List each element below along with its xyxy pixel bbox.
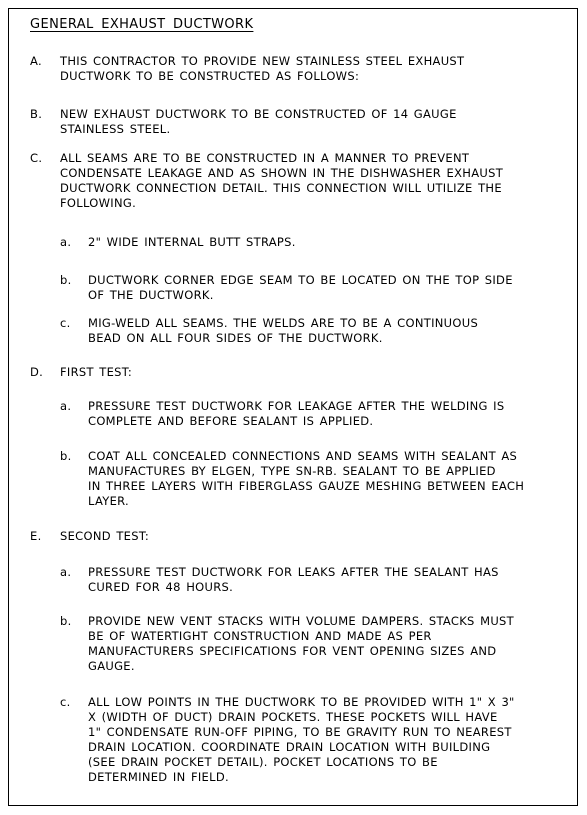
note-text bbox=[60, 365, 540, 380]
note-line: ALL SEAMS ARE TO BE CONSTRUCTED IN A MANNER TO PREVENT bbox=[60, 151, 470, 165]
note-line: DUCTWORK TO BE CONSTRUCTED AS FOLLOWS: bbox=[60, 69, 360, 83]
note-line: (SEE DRAIN POCKET DETAIL). POCKET LOCATIONS TO BE bbox=[88, 755, 438, 769]
subnote-label: b. bbox=[60, 449, 72, 463]
subnote-label: a. bbox=[60, 565, 72, 579]
note-line: DUCTWORK CONNECTION DETAIL. THIS CONNECTION WILL UTILIZE THE bbox=[60, 181, 502, 195]
note-line: FIRST TEST: bbox=[60, 365, 133, 379]
note-line: IN THREE LAYERS WITH FIBERGLASS GAUZE MESHING BETWEEN EACH bbox=[88, 479, 525, 493]
note-line: MIG-WELD ALL SEAMS. THE WELDS ARE TO BE A CONTINUOUS bbox=[88, 316, 479, 330]
note-line: ALL LOW POINTS IN THE DUCTWORK TO BE PROVIDED WITH 1" X 3" bbox=[88, 695, 515, 709]
note-line: THIS CONTRACTOR TO PROVIDE NEW STAINLESS STEEL EXHAUST bbox=[60, 54, 465, 68]
subnote-text bbox=[88, 273, 538, 303]
subnote-text bbox=[88, 316, 538, 346]
note-line: STAINLESS STEEL. bbox=[60, 122, 171, 136]
note-line: LAYER. bbox=[88, 494, 129, 508]
note-line: PRESSURE TEST DUCTWORK FOR LEAKAGE AFTER THE WELDING IS bbox=[88, 399, 505, 413]
note-line: COAT ALL CONCEALED CONNECTIONS AND SEAMS WITH SEALANT AS bbox=[88, 449, 518, 463]
note-line: FOLLOWING. bbox=[60, 196, 137, 210]
subnote-label: b. bbox=[60, 273, 72, 287]
note-text bbox=[60, 107, 540, 137]
subnote-text bbox=[88, 449, 538, 509]
subnote-label: c. bbox=[60, 316, 71, 330]
subnote-text bbox=[88, 235, 538, 250]
note-text bbox=[60, 54, 540, 84]
note-line: 2" WIDE INTERNAL BUTT STRAPS. bbox=[88, 235, 296, 249]
note-line: 1" CONDENSATE RUN-OFF PIPING, TO BE GRAVITY RUN TO NEAREST bbox=[88, 725, 512, 739]
subnote-label: b. bbox=[60, 614, 72, 628]
note-line: COMPLETE AND BEFORE SEALANT IS APPLIED. bbox=[88, 414, 374, 428]
subnote-text bbox=[88, 399, 538, 429]
note-line: PROVIDE NEW VENT STACKS WITH VOLUME DAMPERS. STACKS MUST bbox=[88, 614, 514, 628]
note-line: CURED FOR 48 HOURS. bbox=[88, 580, 234, 594]
note-text bbox=[60, 151, 540, 211]
note-line: CONDENSATE LEAKAGE AND AS SHOWN IN THE DISHWASHER EXHAUST bbox=[60, 166, 504, 180]
note-label: C. bbox=[30, 151, 43, 165]
note-line: DRAIN LOCATION. COORDINATE DRAIN LOCATION WITH BUILDING bbox=[88, 740, 491, 754]
note-label: A. bbox=[30, 54, 42, 68]
note-line: PRESSURE TEST DUCTWORK FOR LEAKS AFTER THE SEALANT HAS bbox=[88, 565, 499, 579]
note-line: BEAD ON ALL FOUR SIDES OF THE DUCTWORK. bbox=[88, 331, 383, 345]
note-line: SECOND TEST: bbox=[60, 529, 150, 543]
note-label: D. bbox=[30, 365, 44, 379]
subnote-label: c. bbox=[60, 695, 71, 709]
note-line: OF THE DUCTWORK. bbox=[88, 288, 214, 302]
note-line: MANUFACTURERS SPECIFICATIONS FOR VENT OPENING SIZES AND bbox=[88, 644, 497, 658]
sheet-title: GENERAL EXHAUST DUCTWORK bbox=[30, 17, 254, 32]
subnote-text bbox=[88, 614, 538, 674]
subnote-text bbox=[88, 695, 538, 785]
subnote-label: a. bbox=[60, 235, 72, 249]
note-line: MANUFACTURES BY ELGEN, TYPE SN-RB. SEALANT TO BE APPLIED bbox=[88, 464, 496, 478]
note-label: E. bbox=[30, 529, 42, 543]
note-text bbox=[60, 529, 540, 544]
note-line: BE OF WATERTIGHT CONSTRUCTION AND MADE AS PER bbox=[88, 629, 432, 643]
note-line: X (WIDTH OF DUCT) DRAIN POCKETS. THESE POCKETS WILL HAVE bbox=[88, 710, 498, 724]
note-line: DETERMINED IN FIELD. bbox=[88, 770, 229, 784]
subnote-text bbox=[88, 565, 538, 595]
subnote-label: a. bbox=[60, 399, 72, 413]
notes-sheet bbox=[8, 8, 578, 806]
note-line: NEW EXHAUST DUCTWORK TO BE CONSTRUCTED OF 14 GAUGE bbox=[60, 107, 457, 121]
note-line: DUCTWORK CORNER EDGE SEAM TO BE LOCATED ON THE TOP SIDE bbox=[88, 273, 513, 287]
note-line: GAUGE. bbox=[88, 659, 135, 673]
note-label: B. bbox=[30, 107, 43, 121]
